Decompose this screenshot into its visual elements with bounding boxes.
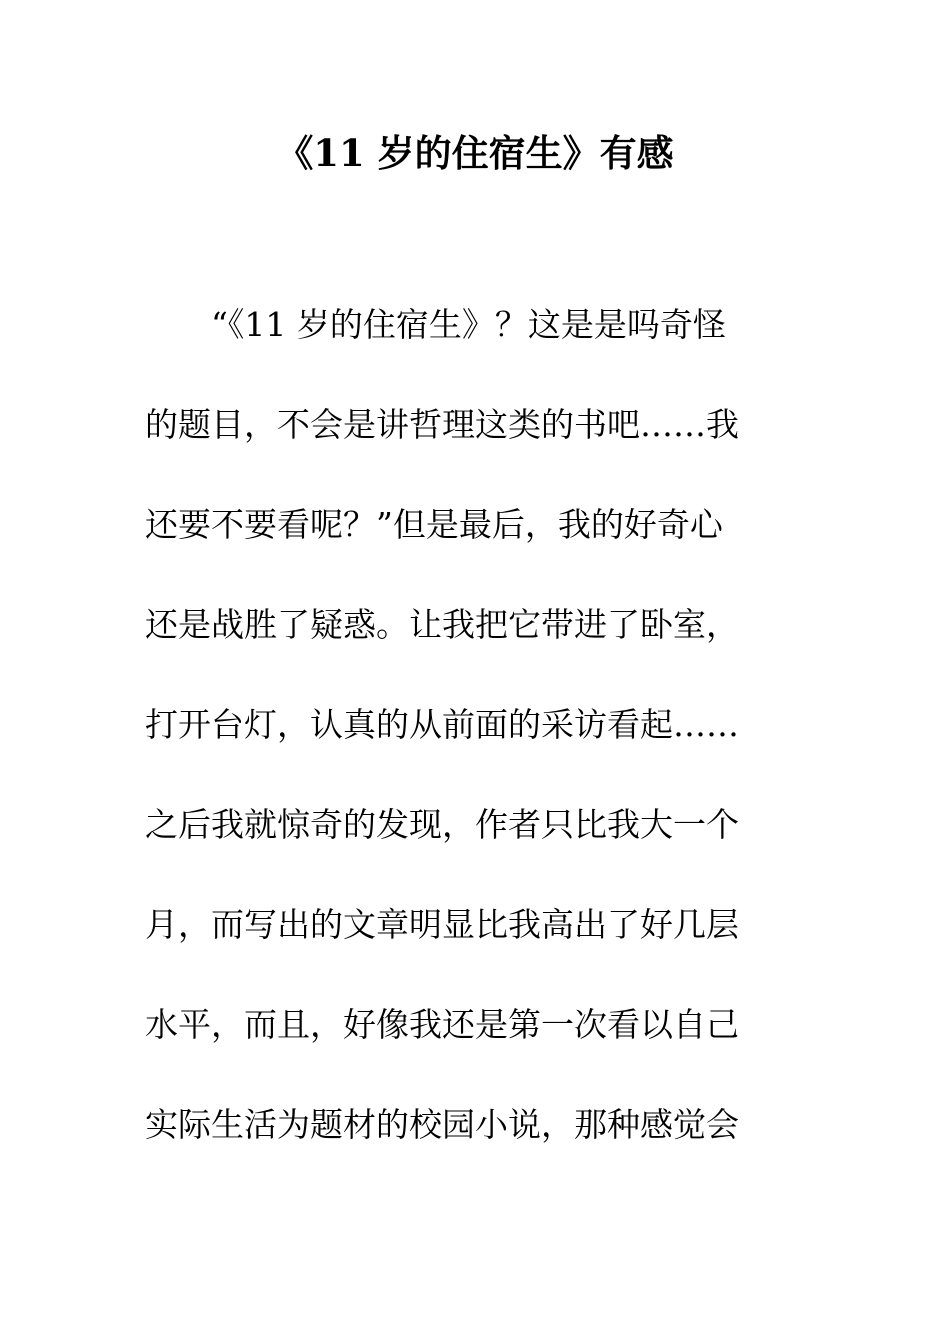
- body-line: 水平，而且，好像我还是第一次看以自己: [145, 1005, 739, 1044]
- body-line: 还要不要看呢？”但是最后，我的好奇心: [145, 505, 723, 544]
- body-line: 实际生活为题材的校园小说，那种感觉会: [145, 1105, 739, 1144]
- body-line: 还是战胜了疑惑。让我把它带进了卧室，: [145, 605, 739, 644]
- body-line: “《11 岁的住宿生》？这是是吗奇怪: [145, 305, 726, 344]
- body-line: 之后我就惊奇的发现，作者只比我大一个: [145, 805, 739, 844]
- body-line: 打开台灯，认真的从前面的采访看起……: [145, 705, 739, 744]
- document-body: [145, 300, 805, 1200]
- body-line: 月，而写出的文章明显比我高出了好几层: [145, 905, 739, 944]
- document-title: 《11 岁的住宿生》有感: [276, 131, 674, 175]
- body-line: 的题目，不会是讲哲理这类的书吧……我: [145, 405, 739, 444]
